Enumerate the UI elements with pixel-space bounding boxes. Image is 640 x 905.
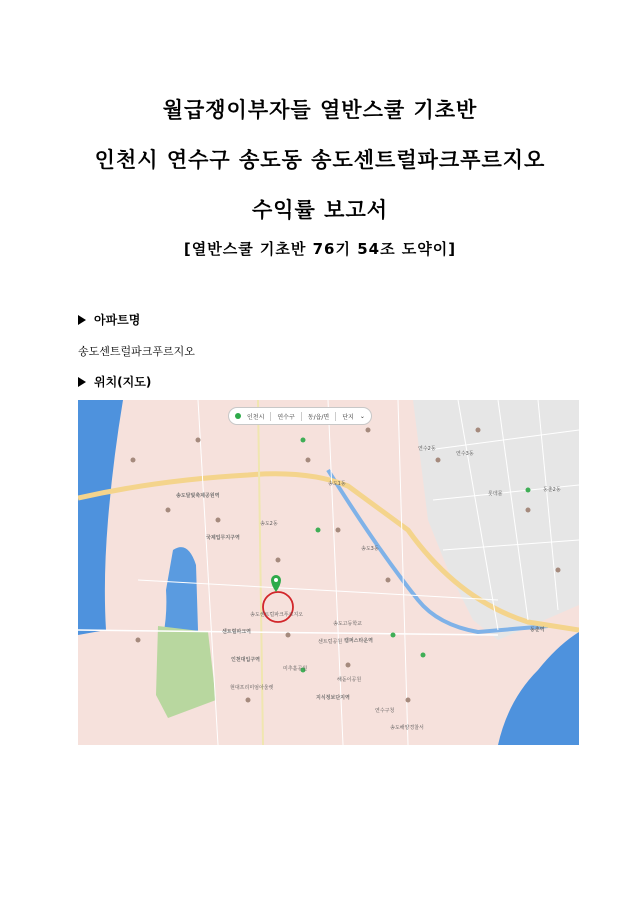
map-tab-separator	[335, 412, 336, 421]
map-label: 센트럴공원	[318, 639, 343, 645]
map-label: 국제업무지구역	[206, 535, 240, 541]
triangle-bullet-icon	[78, 315, 86, 325]
map-label: 롯데몰	[488, 491, 503, 497]
location-pin-icon	[235, 413, 241, 419]
map-label: 송도3동	[361, 546, 379, 552]
map-label: 미추홀공원	[283, 666, 308, 672]
document-header	[0, 92, 640, 259]
title-line-1: 월급쟁이부자들 열반스쿨 기초반	[162, 98, 478, 122]
location-heading-label: 위치(지도)	[94, 375, 152, 389]
map-label: 해돋이공원	[337, 677, 362, 683]
map-label: 연수2동	[418, 446, 436, 452]
title-line-2: 인천시 연수구 송도동 송도센트럴파크푸르지오	[94, 148, 546, 172]
map-tab-separator	[301, 412, 302, 421]
map-label: 센트럴파크역	[222, 629, 251, 635]
map-label: 인천대입구역	[231, 657, 260, 663]
map-tab-district[interactable]: 연수구	[277, 413, 295, 421]
apartment-heading-label: 아파트명	[94, 313, 141, 327]
map-label: 송도1동	[328, 481, 346, 487]
map-label: 현대프리미엄아울렛	[230, 685, 274, 691]
apartment-name: 송도센트럴파크푸르지오	[78, 345, 195, 358]
map-label: 동춘역	[530, 627, 545, 633]
title-line-3: 수익률 보고서	[251, 198, 389, 222]
map-label: 연수3동	[456, 451, 474, 457]
map-label: 지식정보단지역	[316, 695, 350, 701]
map-label: 연수구청	[375, 708, 395, 714]
triangle-bullet-icon	[78, 377, 86, 387]
apartment-section-heading	[78, 311, 140, 328]
map-label: 송도달빛축제공원역	[176, 493, 220, 499]
map-label: 캠퍼스타운역	[344, 638, 373, 644]
report-subtitle: [열반스쿨 기초반 76기 54조 도약이]	[183, 240, 457, 258]
map-label: 동춘2동	[543, 487, 561, 493]
map-label: 송도해양경찰서	[390, 725, 424, 731]
map-tab-more[interactable]: 단지	[342, 413, 354, 421]
location-section-heading	[78, 373, 151, 390]
map-label: 송도2동	[260, 521, 278, 527]
map-tab-city[interactable]: 인천시	[247, 413, 265, 421]
map-region-tabs[interactable]	[228, 407, 372, 425]
location-map[interactable]	[78, 400, 579, 745]
map-label: 송도센트럴파크푸르지오	[250, 612, 304, 618]
map-tab-separator	[270, 412, 271, 421]
map-label: 송도고등학교	[333, 621, 362, 627]
chevron-down-icon[interactable]: ⌄	[359, 412, 365, 420]
map-tab-dong[interactable]: 동/읍/면	[307, 413, 330, 421]
